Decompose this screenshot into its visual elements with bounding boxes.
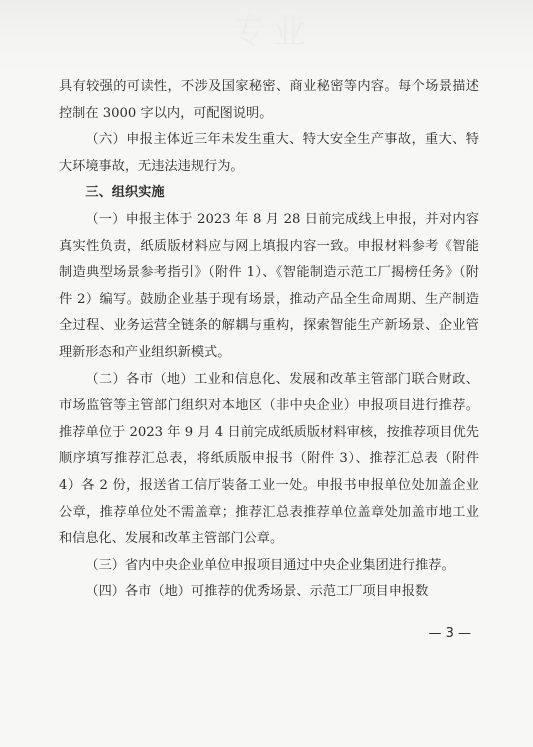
paragraph-item-2: （二）各市（地）工业和信息化、发展和改革主管部门联合财政、市场监管等主管部门组织对本地区（非中央企业）申报项目进行推荐。推荐单位于 2023 年 9 月 4 日前完成纸质版材料审核，按推荐项目优先顺序填写推荐汇总表，将纸质版申报书（附件 3）、推荐汇总表（附件 4）各 2 份，报送省工信厅装备工业一处。申报书申报单位处加盖企业公章，推荐单位处不需盖章；推荐汇总表推荐单位盖章处加盖市地工业和信息化、发展和改革主管部门公章。 <box>59 371 479 547</box>
body-text <box>59 74 479 606</box>
page-number: — 3 — <box>428 626 471 641</box>
bleed-through-text: 专业 <box>232 12 312 52</box>
paragraph-item-6: （六）申报主体近三年未发生重大、特大安全生产事故，重大、特大环境事故，无违法违规行为。 <box>59 132 479 174</box>
paragraph-item-1: （一）申报主体于 2023 年 8 月 28 日前完成线上申报，并对内容真实性负责，纸质版材料应与网上填报内容一致。申报材料参考《智能制造典型场景参考指引》（附件 1）、《智能制造示范工厂揭榜任务》（附件 2）编写。鼓励企业基于现有场景，推动产品全生命周期、生产制造全过程、业务运营全链条的解耦与重构，探索智能生产新场景、企业管理新形态和产业组织新模式。 <box>59 211 479 360</box>
section-heading: 三、组织实施 <box>85 185 165 201</box>
paragraph-continuation: 具有较强的可读性，不涉及国家秘密、商业秘密等内容。每个场景描述控制在 3000 字以内，可配图说明。 <box>59 79 479 121</box>
paragraph-item-4: （四）各市（地）可推荐的优秀场景、示范工厂项目申报数 <box>85 584 429 600</box>
paragraph-item-3: （三）省内中央企业单位申报项目通过中央企业集团进行推荐。 <box>85 557 455 573</box>
